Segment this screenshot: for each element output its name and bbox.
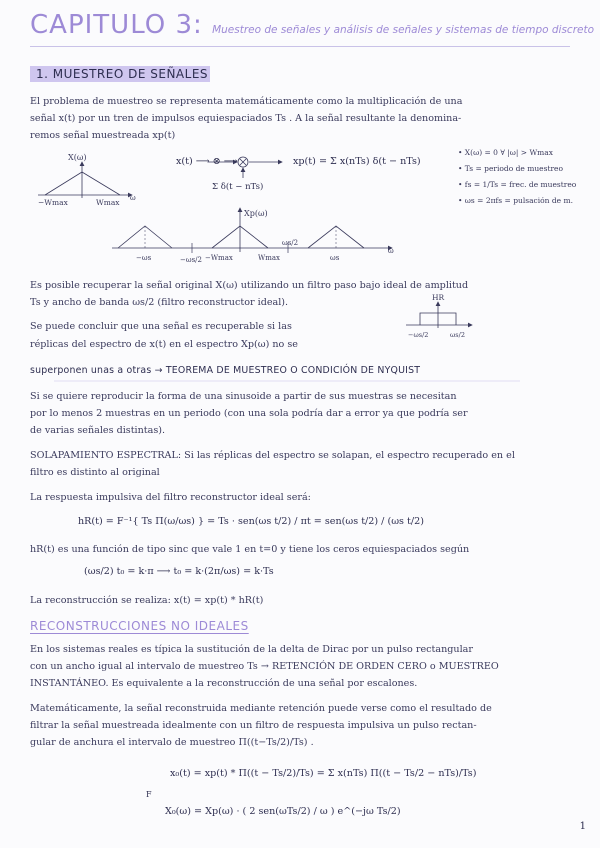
paragraph-line: Es posible recuperar la señal original X(ω) utilizando un filtro paso bajo ideal de amplitud (30, 280, 469, 291)
minus-ws2-label: −ωs/2 (180, 256, 202, 264)
wmax-label: Wmax (96, 198, 120, 207)
zeros-formula: (ωs/2) t₀ = k·π ⟶ t₀ = k·(2π/ωs) = k·Ts (84, 566, 274, 577)
paragraph-line: Matemáticamente, la señal reconstruida mediante retención puede verse como el resultado de (30, 703, 492, 714)
hr-label: HR (432, 293, 445, 302)
w-axis-label-2: ω (388, 247, 394, 255)
page-number: 1 (579, 821, 586, 832)
zero-order-hold-spectrum: X₀(ω) = Xp(ω) · ( 2 sen(ωTs/2) / ω ) e^(−jω Ts/2) (165, 806, 401, 817)
paragraph-line: Si se quiere reproducir la forma de una sinusoide a partir de sus muestras se necesitan (30, 391, 457, 402)
nyquist-theorem-line: superponen unas a otras → TEOREMA DE MUESTREO O CONDICIÓN DE NYQUIST (30, 365, 421, 376)
fourier-transform-label: F (146, 790, 152, 799)
paragraph-line: con un ancho igual al intervalo de muestreo Ts → RETENCIÓN DE ORDEN CERO o MUESTREO (30, 661, 499, 672)
neg-wmax2-label: −Wmax (205, 254, 233, 262)
neg-wmax-label: −Wmax (38, 198, 68, 207)
paragraph-line: de varias señales distintas). (30, 425, 166, 436)
filter-pos-label: ωs/2 (450, 331, 465, 339)
paragraph-line: La respuesta impulsiva del filtro reconstructor ideal será: (30, 492, 311, 503)
ws-label: ωs (330, 254, 340, 262)
legend-line: • fs = 1/Ts = frec. de muestreo (458, 180, 577, 189)
paragraph-line: filtro es distinto al original (30, 467, 160, 478)
sampled-signal-formula: xp(t) = Σ x(nTs) δ(t − nTs) (293, 156, 421, 167)
paragraph-line: Ts y ancho de banda ωs/2 (filtro reconstructor ideal). (30, 297, 289, 308)
w-axis-label: ω (130, 194, 136, 202)
paragraph-line: Se puede concluir que una señal es recuperable si las (30, 321, 292, 332)
paragraph-line: INSTANTÁNEO. Es equivalente a la reconstrucción de una señal por escalones. (30, 678, 418, 689)
legend-line: • ωs = 2πfs = pulsación de m. (458, 196, 574, 205)
impulse-response-formula: hR(t) = F⁻¹{ Ts Π(ω/ωs) } = Ts · sen(ωs t/2) / πt = sen(ωs t/2) / (ωs t/2) (78, 516, 424, 527)
chapter-number: CAPITULO 3: (30, 10, 203, 40)
legend-line: • Ts = periodo de muestreo (458, 164, 564, 173)
paragraph-line: hR(t) es una función de tipo sinc que vale 1 en t=0 y tiene los ceros equiespaciados según (30, 544, 470, 555)
legend-line: • X(ω) = 0 ∀ |ω| > Wmax (458, 148, 553, 157)
zero-order-hold-formula: x₀(t) = xp(t) * Π((t − Ts/2)/Ts) = Σ x(nTs) Π((t − Ts/2 − nTs)/Ts) (170, 768, 477, 779)
filter-neg-label: −ωs/2 (408, 331, 429, 339)
xpw-label: Xp(ω) (244, 209, 268, 218)
original-spectrum-plot (38, 153, 136, 207)
wmax2-label: Wmax (258, 254, 280, 262)
paragraph-line: El problema de muestreo se representa matemáticamente como la multiplicación de una (30, 96, 463, 107)
reconstruction-line: La reconstrucción se realiza: x(t) = xp(t) * hR(t) (30, 595, 264, 606)
paragraph-line: filtrar la señal muestreada idealmente con un filtro de respuesta impulsiva un pulso rectan- (30, 720, 477, 731)
xw-label: X(ω) (68, 153, 87, 162)
section-heading-reconstrucciones: RECONSTRUCCIONES NO IDEALES (30, 619, 249, 633)
chapter-subtitle: Muestreo de señales y análisis de señales y sistemas de tiempo discreto (212, 24, 595, 36)
paragraph-line: gular de anchura el intervalo de muestreo Π((t−Ts/2)/Ts) . (30, 737, 314, 748)
paragraph-line: réplicas del espectro de x(t) en el espectro Xp(ω) no se (30, 339, 298, 350)
input-signal-arrow: x(t) ⟶ ⊗ ⟶ (176, 156, 238, 167)
sampled-spectrum-plot (112, 208, 394, 264)
paragraph-line: En los sistemas reales es típica la sustitución de la delta de Dirac por un pulso rectangular (30, 644, 473, 655)
paragraph-line: SOLAPAMIENTO ESPECTRAL: Si las réplicas del espectro se solapan, el espectro recuperado en el (30, 450, 515, 461)
minus-ws-label: −ωs (136, 254, 152, 262)
paragraph-line: por lo menos 2 muestras en un periodo (con una sola podría dar a error ya que podría ser (30, 408, 468, 419)
ws2-label: ωs/2 (282, 239, 299, 247)
impulse-train-formula: Σ δ(t − nTs) (212, 182, 264, 192)
paragraph-line: señal x(t) por un tren de impulsos equiespaciados Ts . A la señal resultante la denomina- (30, 113, 462, 124)
section-heading-muestreo: 1. MUESTREO DE SEÑALES (30, 66, 210, 82)
paragraph-line: remos señal muestreada xp(t) (30, 130, 176, 141)
